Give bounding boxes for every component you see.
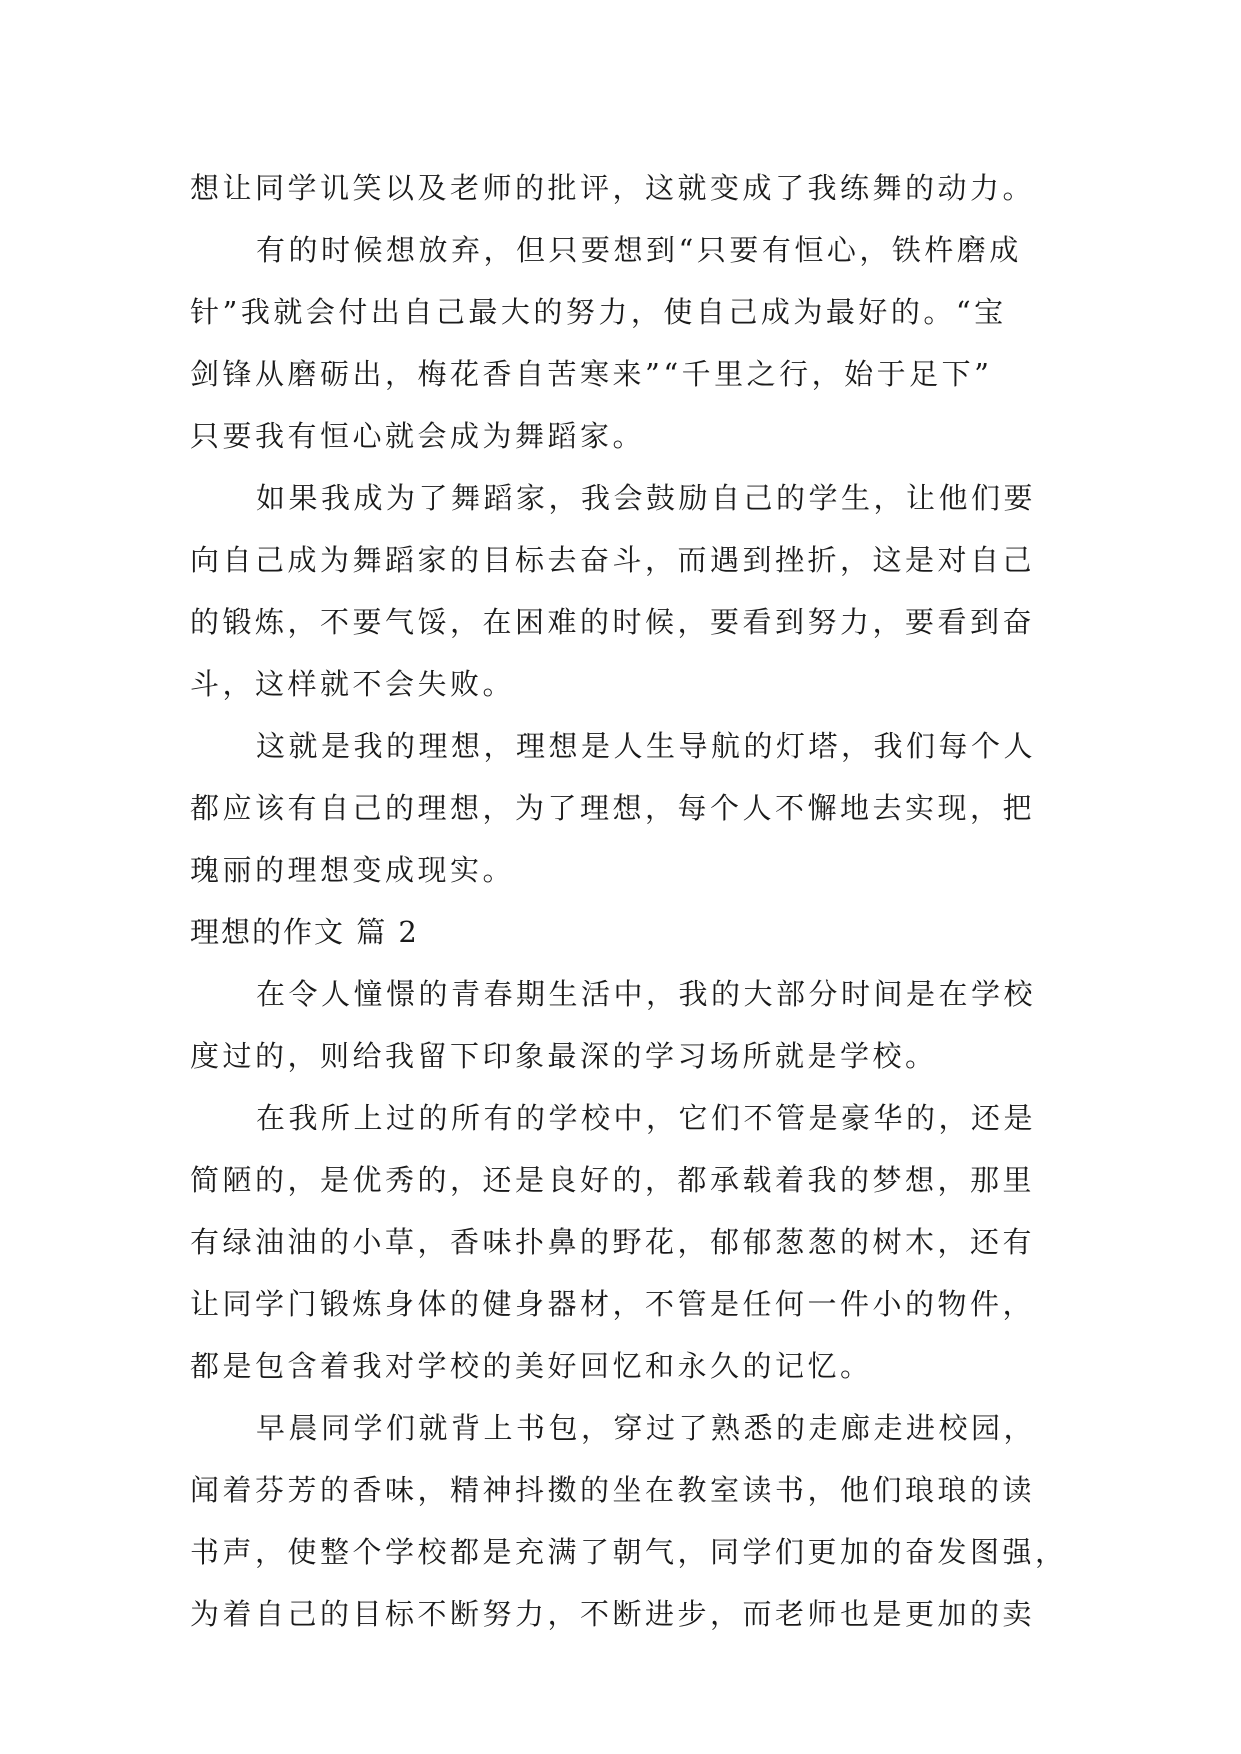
text-line: 瑰丽的理想变成现实。	[190, 853, 516, 887]
text-line: 书声，使整个学校都是充满了朝气，同学们更加的奋发图强，	[190, 1535, 1068, 1569]
body-text	[190, 157, 1090, 1645]
paragraph-first-line: 在我所上过的所有的学校中，它们不管是豪华的，还是	[256, 1101, 1037, 1135]
text-line: 的锻炼，不要气馁，在困难的时候，要看到努力，要看到奋	[190, 605, 1036, 639]
paragraph-first-line: 有的时候想放弃，但只要想到“只要有恒心，铁杵磨成	[256, 233, 1022, 267]
text-line: 让同学门锻炼身体的健身器材，不管是任何一件小的物件，	[190, 1287, 1036, 1321]
paragraph-first-line: 在令人憧憬的青春期生活中，我的大部分时间是在学校	[256, 977, 1037, 1011]
text-line: 简陋的，是优秀的，还是良好的，都承载着我的梦想，那里	[190, 1163, 1036, 1197]
paragraph-first-line: 如果我成为了舞蹈家，我会鼓励自己的学生，让他们要	[256, 481, 1037, 515]
text-line: 有绿油油的小草，香味扑鼻的野花，郁郁葱葱的树木，还有	[190, 1225, 1036, 1259]
section-heading: 理想的作文 篇 2	[190, 915, 419, 949]
text-line: 针”我就会付出自己最大的努力，使自己成为最好的。“宝	[190, 295, 1007, 329]
text-line: 想让同学讥笑以及老师的批评，这就变成了我练舞的动力。	[190, 171, 1036, 205]
text-line: 剑锋从磨砺出，梅花香自苦寒来”“千里之行，始于足下”	[190, 357, 993, 391]
text-line: 都是包含着我对学校的美好回忆和永久的记忆。	[190, 1349, 873, 1383]
text-line: 度过的，则给我留下印象最深的学习场所就是学校。	[190, 1039, 938, 1073]
text-line: 为着自己的目标不断努力，不断进步，而老师也是更加的卖	[190, 1597, 1036, 1631]
text-line: 只要我有恒心就会成为舞蹈家。	[190, 419, 646, 453]
text-line: 闻着芬芳的香味，精神抖擞的坐在教室读书，他们琅琅的读	[190, 1473, 1036, 1507]
text-line: 斗，这样就不会失败。	[190, 667, 516, 701]
paragraph-first-line: 早晨同学们就背上书包，穿过了熟悉的走廊走进校园，	[256, 1411, 1037, 1445]
paragraph-first-line: 这就是我的理想，理想是人生导航的灯塔，我们每个人	[256, 729, 1037, 763]
text-line: 向自己成为舞蹈家的目标去奋斗，而遇到挫折，这是对自己	[190, 543, 1036, 577]
text-line: 都应该有自己的理想，为了理想，每个人不懈地去实现，把	[190, 791, 1036, 825]
